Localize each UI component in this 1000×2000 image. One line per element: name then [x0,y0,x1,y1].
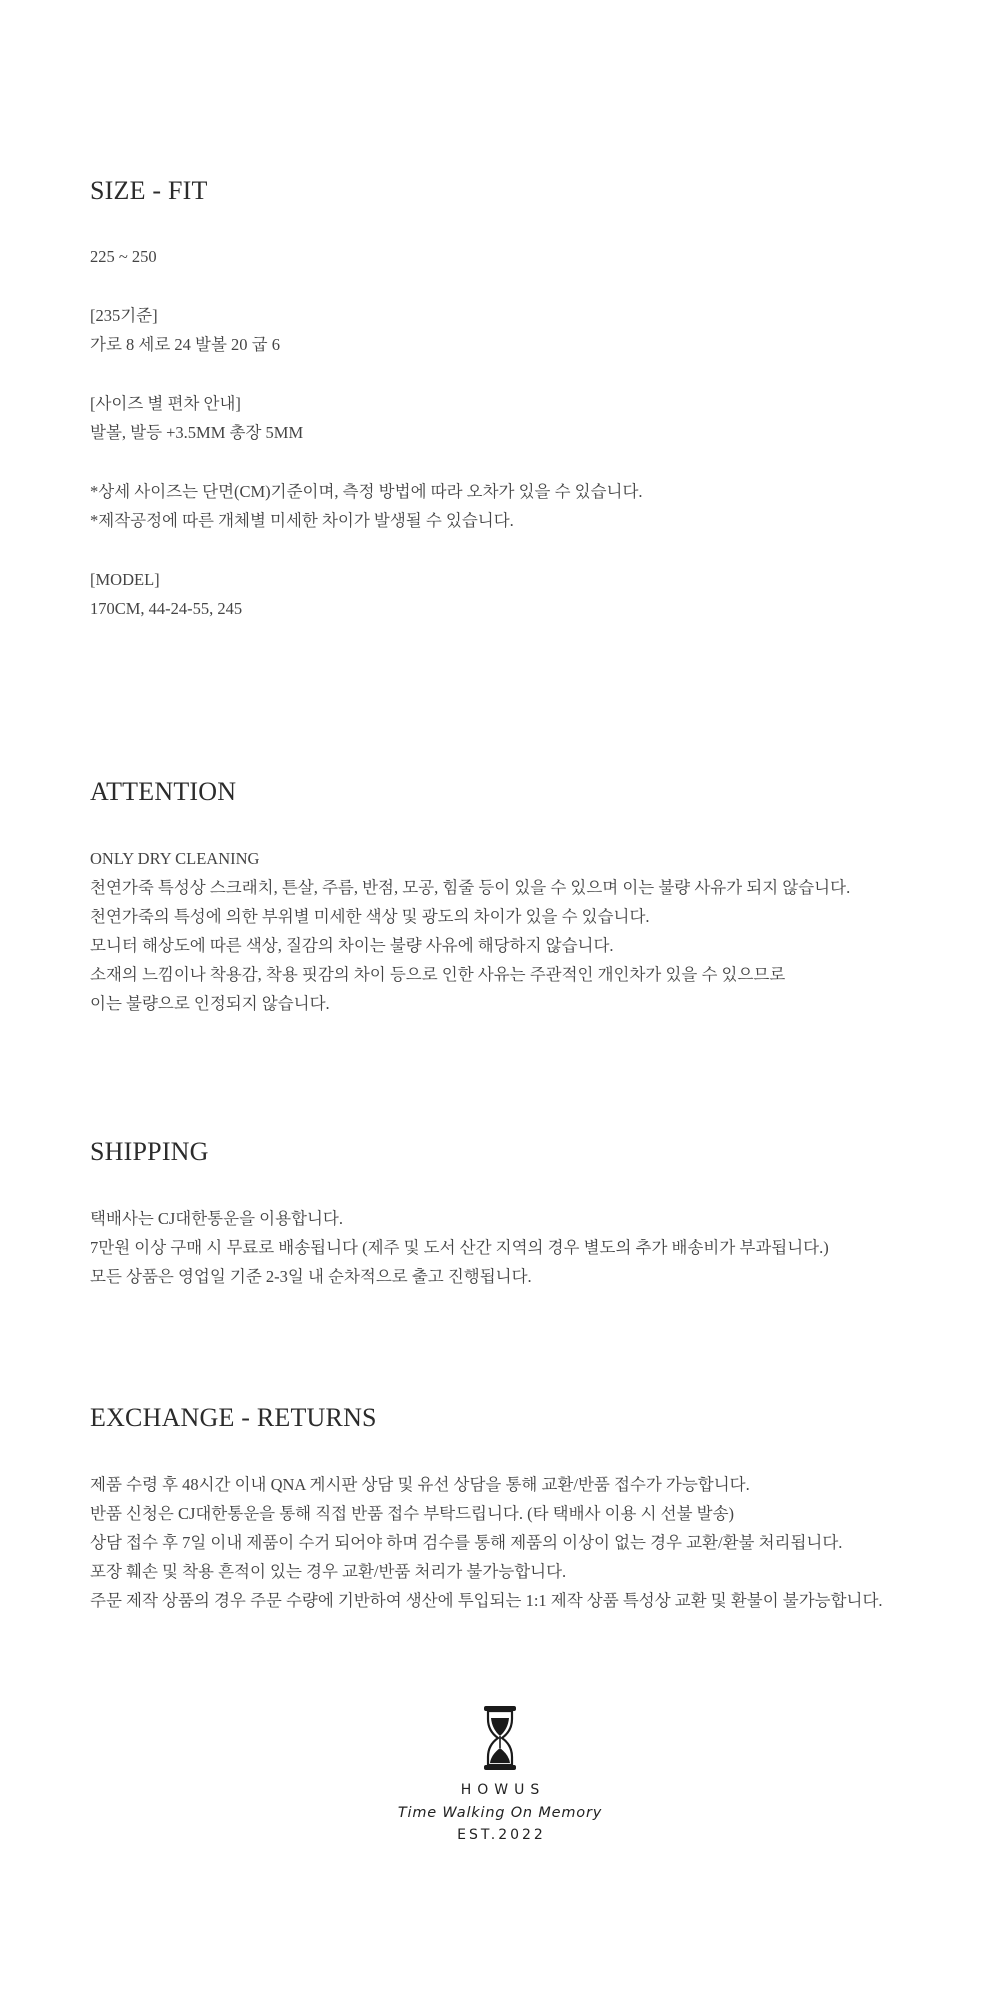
size-fit-title: SIZE - FIT [90,176,208,205]
attention-body [90,844,950,1018]
size-range: 225 ~ 250 [90,247,157,266]
attention-line: 천연가죽 특성상 스크래치, 튼살, 주름, 반점, 모공, 힘줄 등이 있을 수 있으며 이는 불량 사유가 되지 않습니다. [90,878,851,897]
brand-logo [0,1705,1000,1845]
attention-title: ATTENTION [90,777,237,806]
shipping-line: 택배사는 CJ대한통운을 이용합니다. [90,1209,343,1228]
size-note-measurement: *상세 사이즈는 단면(CM)기준이며, 측정 방법에 따라 오차가 있을 수 있습니다. [90,482,643,501]
exchange-returns-title: EXCHANGE - RETURNS [90,1403,377,1432]
attention-line: 천연가죽의 특성에 의한 부위별 미세한 색상 및 광도의 차이가 있을 수 있습니다. [90,907,650,926]
brand-established: EST.2022 [457,1827,546,1843]
shipping-line: 모든 상품은 영업일 기준 2-3일 내 순차적으로 출고 진행됩니다. [90,1267,532,1286]
exchange-line: 포장 훼손 및 착용 흔적이 있는 경우 교환/반품 처리가 불가능합니다. [90,1562,567,1581]
size-fit-body [90,242,950,623]
model-values: 170CM, 44-24-55, 245 [90,599,243,618]
hourglass-icon [480,1705,520,1771]
attention-line: ONLY DRY CLEANING [90,849,260,868]
size-basis-values: 가로 8 세로 24 발볼 20 굽 6 [90,335,280,354]
exchange-returns-section [90,1403,950,1615]
exchange-line: 주문 제작 상품의 경우 주문 수량에 기반하여 생산에 투입되는 1:1 제작 상품 특성상 교환 및 환불이 불가능합니다. [90,1591,883,1610]
shipping-line: 7만원 이상 구매 시 무료로 배송됩니다 (제주 및 도서 산간 지역의 경우 별도의 추가 배송비가 부과됩니다.) [90,1238,829,1257]
shipping-title: SHIPPING [90,1137,209,1166]
model-label: [MODEL] [90,570,160,589]
size-basis-label: [235기준] [90,306,158,325]
attention-line: 소재의 느낌이나 착용감, 착용 핏감의 차이 등으로 인한 사유는 주관적인 개인차가 있을 수 있으므로 [90,965,786,984]
exchange-line: 상담 접수 후 7일 이내 제품이 수거 되어야 하며 검수를 통해 제품의 이상이 없는 경우 교환/환불 처리됩니다. [90,1533,843,1552]
size-fit-section [90,176,950,623]
size-deviation-values: 발볼, 발등 +3.5MM 총장 5MM [90,423,304,442]
attention-line: 이는 불량으로 인정되지 않습니다. [90,994,330,1013]
shipping-body [90,1204,950,1291]
exchange-returns-body [90,1470,950,1615]
size-deviation-label: [사이즈 별 편차 안내] [90,394,241,413]
size-note-production: *제작공정에 따른 개체별 미세한 차이가 발생될 수 있습니다. [90,511,514,530]
brand-name: HOWUS [460,1782,546,1798]
shipping-section [90,1137,950,1291]
attention-line: 모니터 해상도에 따른 색상, 질감의 차이는 불량 사유에 해당하지 않습니다. [90,936,614,955]
attention-section [90,777,950,1018]
exchange-line: 반품 신청은 CJ대한통운을 통해 직접 반품 접수 부탁드립니다. (타 택배사 이용 시 선불 발송) [90,1504,735,1523]
brand-tagline: Time Walking On Memory [397,1805,603,1821]
exchange-line: 제품 수령 후 48시간 이내 QNA 게시판 상담 및 유선 상담을 통해 교환/반품 접수가 가능합니다. [90,1475,750,1494]
